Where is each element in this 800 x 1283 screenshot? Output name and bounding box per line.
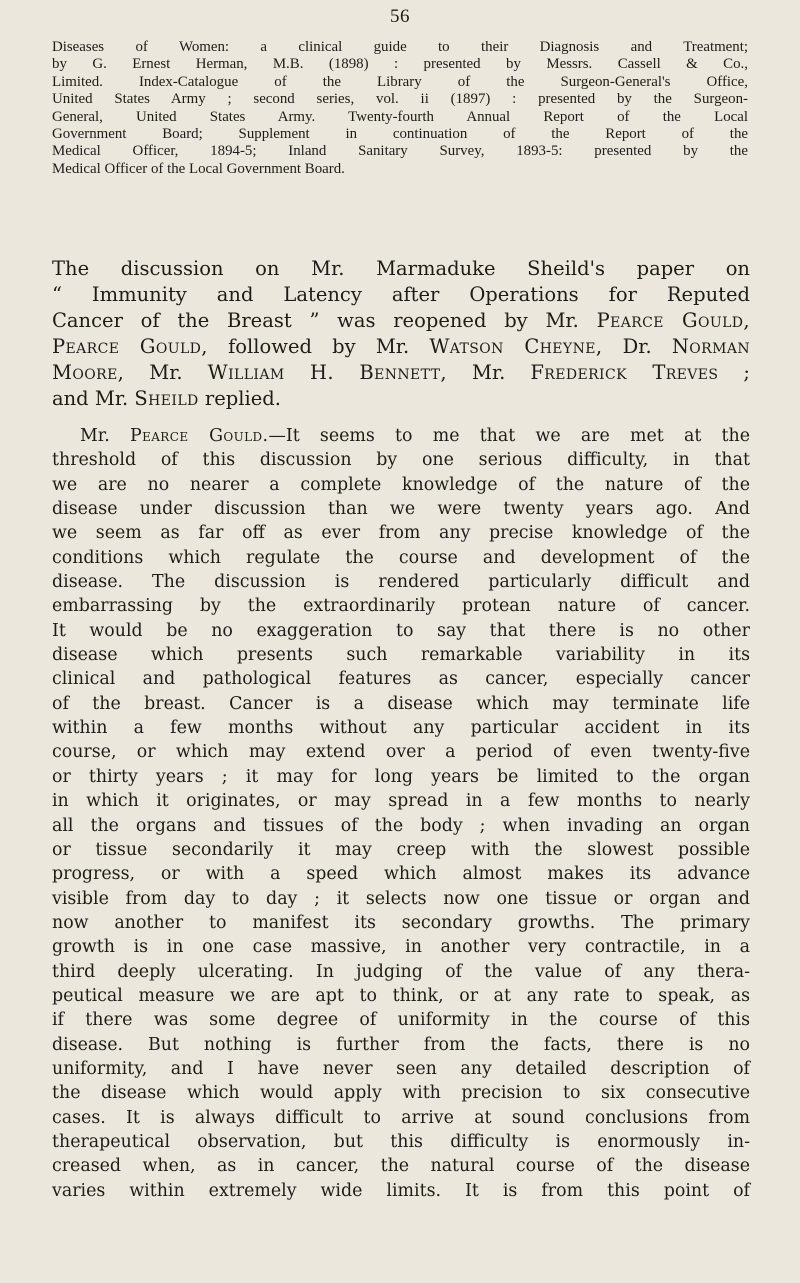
speech-paragraph [52, 424, 750, 1203]
intro-text: ; [743, 361, 750, 384]
speech-line: varies within extremely wide limits. It is from this point of [52, 1180, 750, 1201]
speech-line: of the breast. Cancer is a disease which may terminate life [52, 693, 750, 714]
speech-line: course, or which may extend over a period of even twenty-five [52, 742, 750, 763]
speech-line: clinical and pathological features as cancer, especially cancer [52, 669, 750, 690]
intro-line [52, 334, 750, 360]
donations-line: Limited. Index-Catalogue of the Library of the Surgeon-General's Office, [52, 73, 748, 90]
donations-line: United States Army ; second series, vol. ii (1897) : presented by the Surgeon- [52, 91, 748, 108]
speech-line: It would be no exaggeration to say that there is no other [52, 620, 750, 641]
donations-line: Government Board; Supplement in continuation of the Report of the [52, 126, 748, 143]
speech-line: progress, or with a speed which almost makes its advance [52, 864, 750, 885]
speech-line: cases. It is always difficult to arrive at sound conclusions from [52, 1107, 750, 1128]
page-number: 56 [390, 6, 410, 27]
intro-text: followed by Mr. [228, 335, 410, 358]
speech-line: disease which presents such remarkable variability in its [52, 645, 750, 666]
speech-line: third deeply ulcerating. In judging of the value of any thera- [52, 961, 750, 982]
intro-text: and Mr. [52, 387, 129, 410]
speech-line: or thirty years ; it may for long years be limited to the organ [52, 766, 750, 787]
speech-text: —It seems to me that we are met at the [268, 426, 751, 446]
speech-line: conditions which regulate the course and development of the [52, 547, 750, 568]
speaker-name: William H. Bennett, [207, 361, 447, 384]
speech-line: uniformity, and I have never seen any detailed description of [52, 1058, 750, 1079]
speech-line: in which it originates, or may spread in a few months to nearly [52, 791, 750, 812]
donations-line: Medical Officer of the Local Government Board. [52, 160, 345, 177]
speech-line: disease. But nothing is further from the facts, there is no [52, 1034, 750, 1055]
speaker-name: Frederick Treves [530, 361, 719, 384]
intro-text: Cancer of the Breast ” was reopened by Mr. [52, 309, 579, 332]
donations-list [52, 39, 748, 178]
speaker-name: Pearce Gould, [596, 309, 751, 332]
intro-line [52, 360, 750, 386]
speech-line: now another to manifest its secondary growths. The primary [52, 912, 750, 933]
speech-line [52, 424, 750, 448]
donations-line: General, United States Army. Twenty-fourth Annual Report of the Local [52, 108, 748, 125]
speaker-name: Moore, [52, 361, 125, 384]
speech-line: we are no nearer a complete knowledge of the nature of the [52, 474, 750, 495]
speech-line: or tissue secondarily it may creep with the slowest possible [52, 839, 750, 860]
speaker-name: Watson Cheyne, [429, 335, 603, 358]
donations-line: Medical Officer, 1894-5; Inland Sanitary Survey, 1893-5: presented by the [52, 143, 748, 160]
speech-line: growth is in one case massive, in another very contractile, in a [52, 937, 750, 958]
intro-text: Dr. [622, 335, 652, 358]
speech-line: peutical measure we are apt to think, or at any rate to speak, as [52, 985, 750, 1006]
speaker-name: Pearce Gould, [52, 335, 208, 358]
speech-line: within a few months without any particular accident in its [52, 718, 750, 739]
speech-line: if there was some degree of uniformity in the course of this [52, 1010, 750, 1031]
speech-mr: Mr. [80, 426, 110, 446]
donations-line: by G. Ernest Herman, M.B. (1898) : presented by Messrs. Cassell & Co., [52, 56, 748, 73]
speech-line: threshold of this discussion by one serious difficulty, in that [52, 450, 750, 471]
speech-line: disease. The discussion is rendered particularly difficult and [52, 572, 750, 593]
intro-line: “ Immunity and Latency after Operations for Reputed [52, 283, 750, 306]
intro-text: Mr. [472, 361, 506, 384]
speech-line: creased when, as in cancer, the natural course of the disease [52, 1156, 750, 1177]
intro-line [52, 308, 750, 334]
intro-text: Mr. [149, 361, 183, 384]
speaker-name: Pearce Gould. [129, 426, 269, 446]
intro-line [52, 386, 750, 412]
speech-line: the disease which would apply with precision to six consecutive [52, 1083, 750, 1104]
intro-text: replied. [204, 387, 281, 410]
speech-line: we seem as far off as ever from any precise knowledge of the [52, 523, 750, 544]
speech-line: all the organs and tissues of the body ; when invading an organ [52, 815, 750, 836]
speech-line: therapeutical observation, but this difficulty is enormously in- [52, 1131, 750, 1152]
speech-line: visible from day to day ; it selects now one tissue or organ and [52, 888, 750, 909]
speech-line: disease under discussion than we were twenty years ago. And [52, 499, 750, 520]
donations-line: Diseases of Women: a clinical guide to their Diagnosis and Treatment; [52, 39, 748, 55]
speech-line: embarrassing by the extraordinarily protean nature of cancer. [52, 596, 750, 617]
speaker-name: Norman [671, 335, 751, 358]
speaker-name: Sheild [134, 387, 199, 410]
intro-line: The discussion on Mr. Marmaduke Sheild's paper on [52, 257, 750, 280]
discussion-intro-paragraph [52, 256, 750, 412]
